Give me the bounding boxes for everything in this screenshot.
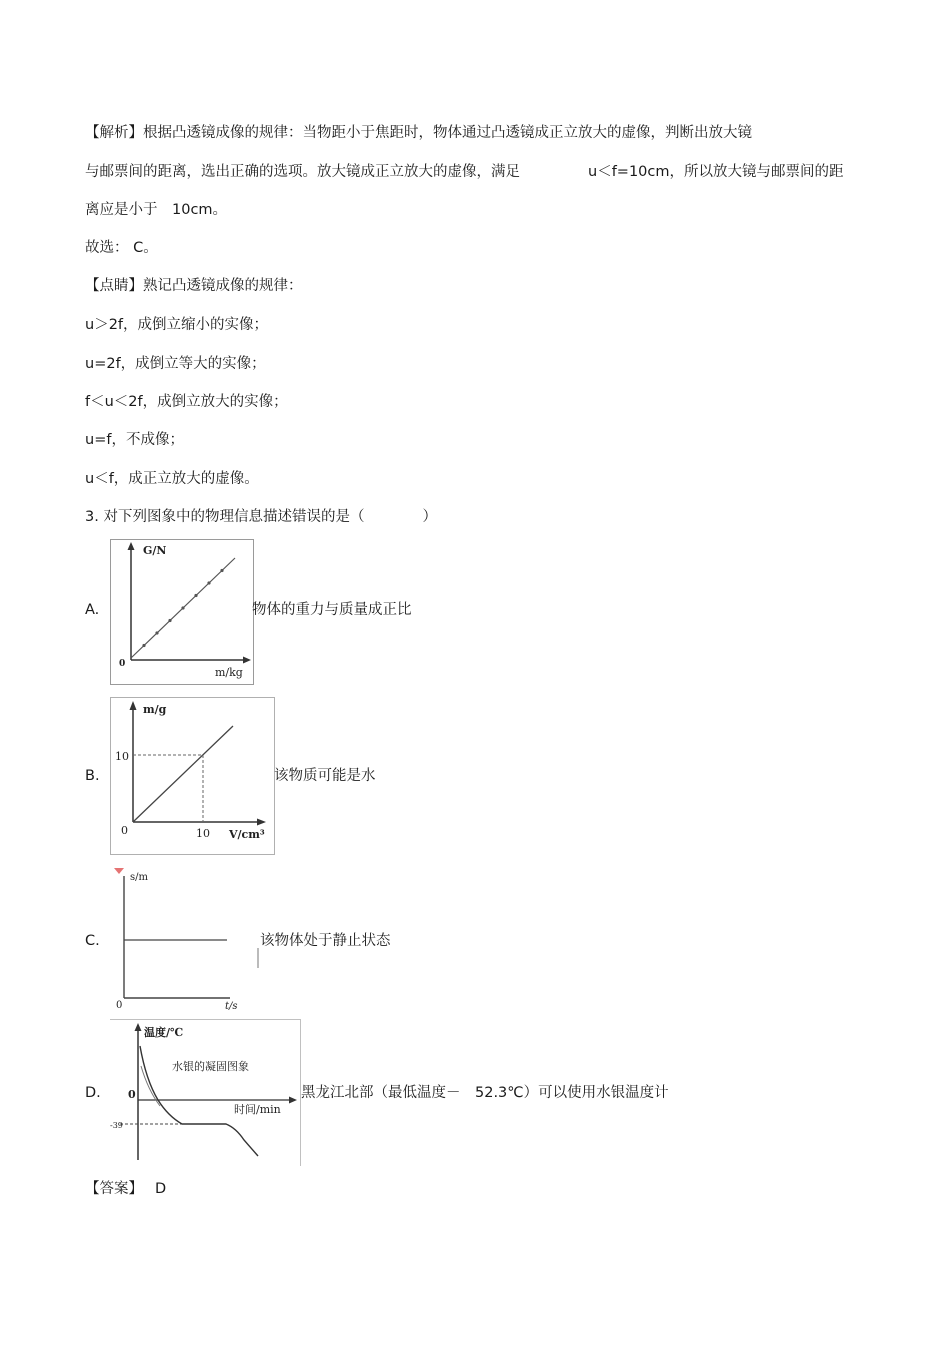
x-axis-label: 时间/min	[234, 1103, 281, 1116]
option-b-letter: B.	[85, 768, 100, 784]
x-axis-arrow	[257, 819, 266, 826]
analysis-line-1: 【解析】根据凸透镜成像的规律：当物距小于焦距时，物体通过凸透镜成正立放大的虚像，判断出放大镜	[85, 125, 752, 141]
option-d-letter: D.	[85, 1085, 101, 1101]
answer-label: 【答案】	[85, 1181, 143, 1197]
analysis-choice: 故选： C。	[85, 240, 158, 256]
y-axis-arrow	[130, 701, 137, 710]
tip-rule-4: u=f，不成像；	[85, 432, 184, 448]
x-axis-label: m/kg	[215, 666, 243, 679]
tip-rule-1: u＞2f，成倒立缩小的实像；	[85, 317, 269, 333]
y-tick-label: 10	[115, 750, 129, 763]
origin-label: 0	[121, 824, 128, 837]
option-c-text: 该物体处于静止状态	[260, 933, 391, 949]
tip-rule-5: u＜f，成正立放大的虚像。	[85, 471, 259, 487]
y-axis-arrow	[128, 542, 135, 550]
analysis-line-3: 离应是小于 10cm。	[85, 202, 228, 218]
option-c-graph	[110, 868, 260, 1014]
x-tick-label: 10	[196, 827, 210, 840]
x-axis-label: V/cm³	[229, 828, 265, 841]
option-a-graph	[110, 539, 254, 685]
y-axis-arrow	[135, 1023, 142, 1031]
corner-mark	[114, 868, 124, 874]
data-line	[133, 726, 233, 822]
y-axis-label: G/N	[143, 544, 167, 557]
x-axis-arrow	[243, 657, 251, 664]
option-b-text: 该物质可能是水	[274, 768, 376, 784]
x-axis-label: t/s	[225, 1001, 238, 1012]
option-d-text: 黑龙江北部（最低温度－ 52.3℃）可以使用水银温度计	[301, 1085, 669, 1101]
option-a-text: 物体的重力与质量成正比	[252, 602, 412, 618]
freezing-mark-label: -39	[110, 1121, 123, 1130]
origin-label: 0	[116, 1000, 123, 1011]
option-a-letter: A.	[85, 602, 100, 618]
tip-rule-2: u=2f，成倒立等大的实像；	[85, 356, 266, 372]
tip-rule-3: f＜u＜2f，成倒立放大的实像；	[85, 394, 288, 410]
option-d-graph	[110, 1019, 301, 1166]
question-stem: 3. 对下列图象中的物理信息描述错误的是（ ）	[85, 509, 437, 525]
analysis-line-2b: u＜f=10cm，所以放大镜与邮票间的距	[588, 164, 844, 180]
graph-title: 水银的凝固图象	[172, 1060, 249, 1073]
time-axis-arrow	[289, 1097, 297, 1104]
y-axis-label: s/m	[130, 872, 148, 883]
y-axis-label: m/g	[143, 703, 167, 716]
origin-label: 0	[128, 1088, 136, 1101]
y-axis-label: 温度/℃	[144, 1026, 184, 1039]
tip-heading: 【点睛】熟记凸透镜成像的规律：	[85, 278, 303, 294]
origin-label: 0	[119, 659, 126, 669]
answer	[85, 1179, 166, 1199]
option-b-graph	[110, 697, 275, 855]
analysis-line-2a: 与邮票间的距离，选出正确的选项。放大镜成正立放大的虚像，满足	[85, 164, 520, 180]
option-c-letter: C.	[85, 933, 100, 949]
answer-value: D	[155, 1181, 167, 1197]
